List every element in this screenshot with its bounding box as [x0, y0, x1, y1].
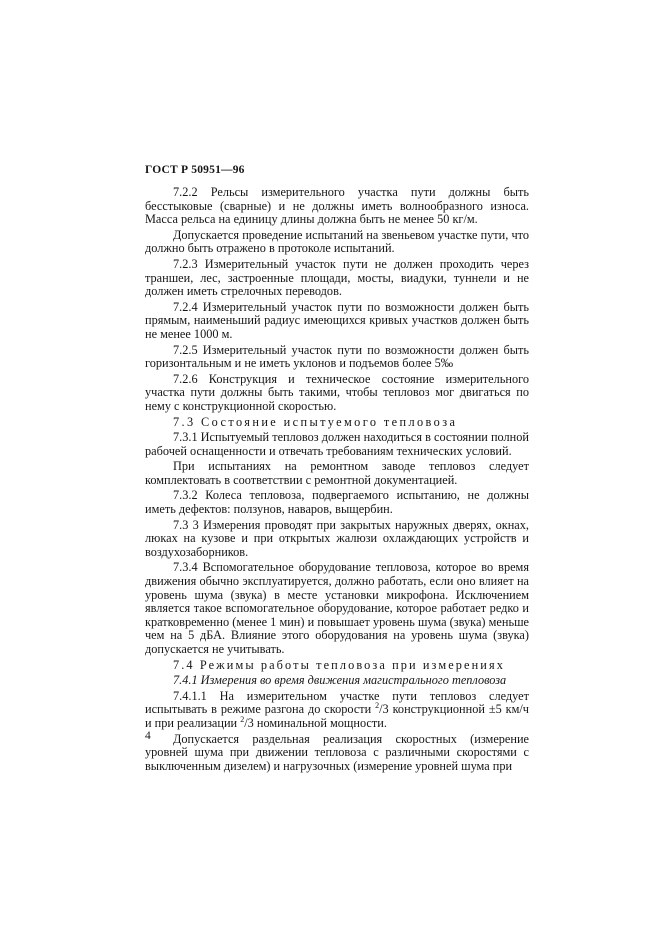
document-body [145, 186, 529, 775]
paragraph-7-2-6: 7.2.6 Конструкция и техническое состояние измерительного участка пути должны быть такими, чтобы тепловоз мог двигаться по нему с конструкционной скоростью. [145, 371, 529, 413]
paragraph-7-3-2: 7.3.2 Колеса тепловоза, подвергаемого испытанию, не должны иметь дефектов: ползунов, наваров, выщербин. [145, 488, 529, 517]
paragraph-repair-plant: При испытаниях на ремонтном заводе тепловоз следует комплектовать в соответствии с ремонтной документацией. [145, 459, 529, 487]
section-heading-7-3: 7.3 Состояние испытуемого тепловоза [173, 414, 458, 429]
paragraph-7-2-2: 7.2.2 Рельсы измерительного участка пути должны быть бесстыковые (сварные) и не должны иметь волнообразного износа. Масса рельса на единицу длины должна быть не менее 50 кг/м. [145, 185, 529, 227]
page-number: 4 [145, 730, 151, 742]
subsection-heading-7-4-1: 7.4.1 Измерения во время движения магистрального тепловоза [173, 673, 507, 688]
paragraph-7-3-1: 7.3.1 Испытуемый тепловоз должен находиться в состоянии полной рабочей оснащенности и отвечать требованиям технических условий. [145, 430, 529, 458]
paragraph-7-2-4: 7.2.4 Измерительный участок пути по возможности должен быть прямым, наименьший радиус имеющихся кривых участков должен быть не менее 1000 м. [145, 299, 529, 341]
paragraph-7-3-4: 7.3.4 Вспомогательное оборудование тепловоза, которое во время движения обычно эксплуатируется, должно работать, если оно влияет на уровень шума (звука) в месте установки микрофона. Исключением является такое вспомогательное оборудование, которое работает редко и кратковременно (менее 1 мин) и повышает уровень шума (звука) меньше чем на 5 дБА. Влияние этого оборудования на уровень шума (звука) допускается не учитывать. [145, 560, 529, 656]
paragraph-7-3-3: 7.3 3 Измерения проводят при закрытых наружных дверях, окнах, люках на кузове и при открытых жалюзи охлаждающих устройств и воздухозаборников. [145, 517, 529, 559]
document-header: ГОСТ Р 50951—96 [145, 164, 245, 176]
paragraph-separate-modes: Допускается раздельная реализация скоростных (измерение уровней шума при движении тепловоза с различными скоростями с выключенным дизелем) и нагрузочных (измерение уровней шума при [145, 731, 529, 773]
paragraph-jointed-track: Допускается проведение испытаний на звеньевом участке пути, что должно быть отражено в протоколе испытаний. [145, 227, 529, 256]
section-heading-7-4: 7.4 Режимы работы тепловоза при измерениях [173, 657, 505, 672]
paragraph-7-2-5: 7.2.5 Измерительный участок пути по возможности должен быть горизонтальным и не иметь уклонов и подъемов более 5‰ [145, 342, 529, 371]
paragraph-7-4-1-1: 7.4.1.1 На измерительном участке пути тепловоз следует испытывать в режиме разгона до скорости $^2$/3 конструкционной ±5 км/ч и при реализации $^2$/3 номинальной мощности. [145, 688, 529, 730]
paragraph-7-2-3: 7.2.3 Измерительный участок пути не должен проходить через траншеи, лес, застроенные площади, мосты, виадуки, туннели и не должен иметь стрелочных переводов. [145, 256, 529, 299]
